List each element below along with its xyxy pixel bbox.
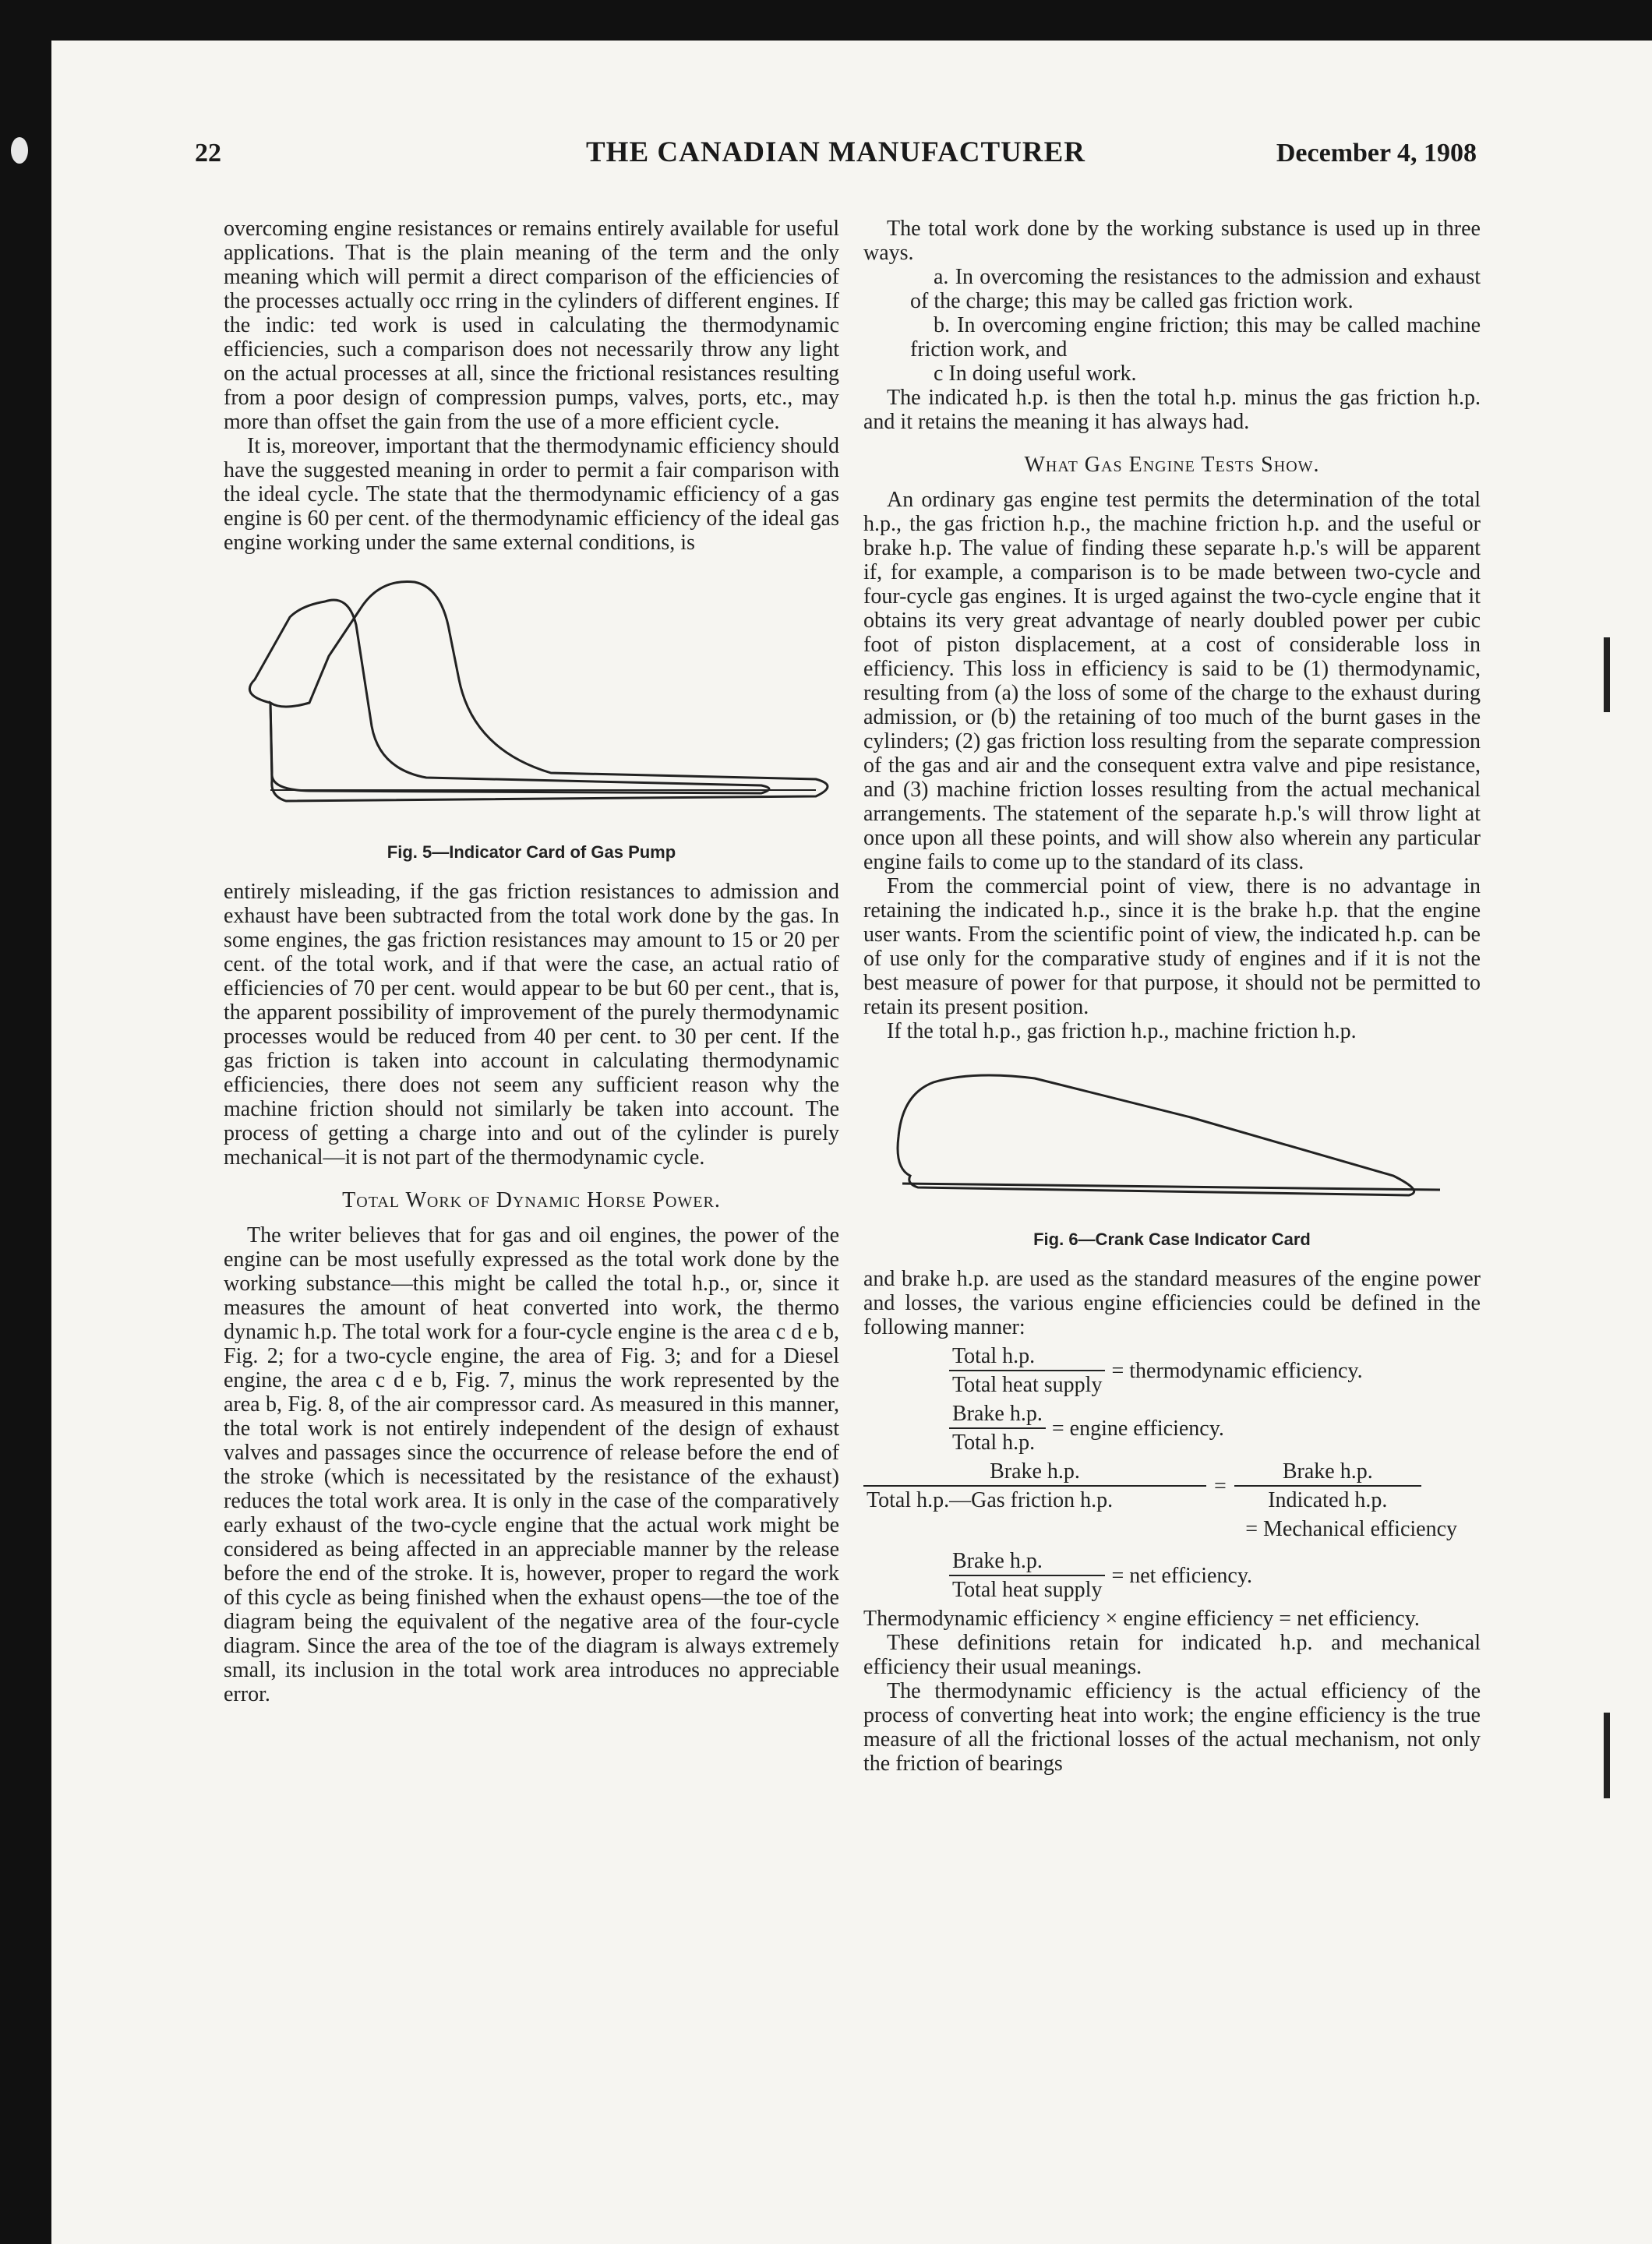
indicator-loop bbox=[270, 581, 828, 801]
equation-mechanical-efficiency: $\frac{\text{Brake h.p.}}{\text{Total h.p.—Gas friction h.p.}}$ = $\frac{\text{Brake h.p.}}{\text{Indicated h.p.}}$ bbox=[863, 1459, 1481, 1512]
numerator: Brake h.p. bbox=[952, 1549, 1043, 1573]
denominator: Total heat supply bbox=[949, 1370, 1105, 1397]
equation-result: = Mechanical efficiency bbox=[1245, 1517, 1457, 1541]
scan-mark bbox=[11, 137, 28, 164]
paragraph: The total work done by the working substance is used up in three ways. bbox=[863, 217, 1481, 265]
figure-caption: Fig. 6—Crank Case Indicator Card bbox=[1033, 1230, 1311, 1249]
paragraph: and brake h.p. are used as the standard measures of the engine power and losses, the various engine efficiencies could be defined in the following manner: bbox=[863, 1267, 1481, 1339]
denominator: Total heat supply bbox=[949, 1575, 1105, 1602]
list-item: c In doing useful work. bbox=[934, 362, 1137, 386]
indicator-curve bbox=[249, 600, 769, 793]
gas-pump-indicator-card bbox=[224, 570, 839, 835]
numerator: Brake h.p. bbox=[952, 1402, 1043, 1426]
page-number: 22 bbox=[195, 139, 221, 168]
page-header bbox=[195, 125, 1477, 187]
paragraph: entirely misleading, if the gas friction resistances to admission and exhaust have been subtracted from the total work done by the gas. In some engines, the gas friction resistances may amount to 15 or 20 per cent. of the total work, and if that were the case, an actual ratio of efficiencies of 70 per cent. would appear to be but 60 per cent., that is, the apparent possibility of improvement of the purely thermodynamic processes would be reduced from 40 per cent. to 30 per cent. If the gas friction is taken into account in calculating thermodynamic efficiencies, there does not seem any sufficient reason why the machine friction should not similarly be taken into account. The process of getting a charge into and out of the cylinder is purely mechanical—it is not part of the thermodynamic cycle. bbox=[224, 880, 839, 1170]
paragraph: From the commercial point of view, there is no advantage in retaining the indicated h.p., since it is the brake h.p. that the engine user wants. From the scientific point of view, the indicated h.p. can be of use only for the comparative study of engines and if it is not the best measure of power for that purpose, it should not be permitted to retain its present position. bbox=[863, 874, 1481, 1019]
paragraph: The indicated h.p. is then the total h.p. minus the gas friction h.p. and it retains the meaning it has always had. bbox=[863, 386, 1481, 434]
denominator: Indicated h.p. bbox=[1234, 1485, 1421, 1512]
equation-net-efficiency bbox=[949, 1549, 1481, 1602]
paragraph: The writer believes that for gas and oil engines, the power of the engine can be most usefully expressed as the total work done by the working substance—this might be called the total h.p., or, since it measures the amount of heat converted into work, the thermo dynamic h.p. The total work for a four-cycle engine is the area c d e b, Fig. 2; for a two-cycle engine, the area of Fig. 3; and for a Diesel engine, the area c d e b, Fig. 7, minus the work represented by the area b, Fig. 8, of the air compressor card. As measured in this manner, the total work is not entirely independent of the design of exhaust valves and passages since the occurrence of release before the end of the stroke (which is necessitated by the resistance of the exhaust) reduces the total work area. It is only in the case of the comparatively early exhaust of the two-cycle engine that the actual work might be considered as being affected in an appreciable manner by the release before the end of the stroke. It is, however, proper to regard the work of this cycle as being finished when the exhaust opens—the toe of the diagram being the equivalent of the negative area of the four-cycle diagram. Since the area of the toe of the diagram is always extremely small, its inclusion in the total work area introduces no appreciable error. bbox=[224, 1223, 839, 1706]
list-item: a. In overcoming the resistances to the admission and exhaust of the charge; this may be called gas friction work. bbox=[910, 265, 1481, 313]
paragraph: An ordinary gas engine test permits the determination of the total h.p., the gas friction h.p., the machine friction h.p. and the useful or brake h.p. The value of finding these separate h.p.'s will be apparent if, for example, a comparison is to be made between two-cycle and four-cycle gas engines. It is urged against the two-cycle engine that it obtains its very great advantage of nearly doubled power per cubic foot of piston displacement, at a cost of considerable loss in efficiency. This loss in efficiency is said to be (1) thermodynamic, resulting from (a) the loss of some of the charge to the exhaust during admission, or (b) the retaining of too much of the burnt gases in the cylinders; (2) gas friction loss resulting from the separate compression of the gas and air and the consequent extra valve and pipe resistance, and (3) machine friction losses resulting from the actual mechanical arrangements. The statement of the separate h.p.'s will throw light at once upon all these points, and will show also wherein any particular engine fails to come up to the standard of its class. bbox=[863, 488, 1481, 874]
denominator: Total h.p. bbox=[949, 1427, 1046, 1455]
scan-mark bbox=[1604, 1713, 1610, 1798]
list-item: b. In overcoming engine friction; this may be called machine friction work, and bbox=[910, 313, 1481, 362]
equation-thermodynamic-efficiency bbox=[949, 1344, 1481, 1397]
paragraph: Thermodynamic efficiency × engine efficiency = net efficiency. bbox=[863, 1607, 1420, 1631]
right-column bbox=[863, 217, 1481, 1776]
paragraph: overcoming engine resistances or remains entirely available for useful applications. That is the plain meaning of the term and the only meaning which will permit a direct comparison of the efficiencies of the processes actually occ rring in the cylinders of different engines. If the indic: ted work is used in calculating the thermodynamic efficiencies, such a comparison does not necessarily throw any light on the actual processes at all, since the frictional resistances resulting from a poor design of compression pumps, valves, ports, etc., may more than offset the gain from the use of a more efficient cycle. bbox=[224, 217, 839, 434]
left-column bbox=[224, 217, 839, 1706]
paragraph: If the total h.p., gas friction h.p., machine friction h.p. bbox=[887, 1019, 1357, 1043]
paragraph: These definitions retain for indicated h.p. and mechanical efficiency their usual meanings. bbox=[863, 1631, 1481, 1679]
section-heading: What Gas Engine Tests Show. bbox=[1024, 453, 1320, 477]
section-heading: Total Work of Dynamic Horse Power. bbox=[342, 1188, 721, 1212]
numerator: Total h.p. bbox=[952, 1344, 1036, 1368]
figure-6 bbox=[863, 1059, 1481, 1251]
equation-result: = thermodynamic efficiency. bbox=[1111, 1358, 1363, 1383]
scan-mark bbox=[1604, 637, 1610, 712]
equation-result: = engine efficiency. bbox=[1051, 1416, 1224, 1441]
equation-result: = net efficiency. bbox=[1111, 1563, 1253, 1588]
numerator: Brake h.p. bbox=[990, 1459, 1080, 1484]
denominator: Total h.p.—Gas friction h.p. bbox=[863, 1485, 1206, 1512]
paragraph: It is, moreover, important that the thermodynamic efficiency should have the suggested meaning in order to permit a fair comparison with the ideal cycle. The state that the thermodynamic efficiency of a gas engine is 60 per cent. of the thermodynamic efficiency of the ideal gas engine working under the same external conditions, is bbox=[224, 434, 839, 555]
issue-date: December 4, 1908 bbox=[1276, 139, 1477, 168]
crank-case-indicator-card bbox=[863, 1059, 1481, 1223]
figure-caption: Fig. 5—Indicator Card of Gas Pump bbox=[387, 842, 676, 862]
paragraph: The thermodynamic efficiency is the actual efficiency of the process of converting heat into work; the engine efficiency is the true measure of all the frictional losses of the actual mechanism, not only the friction of bearings bbox=[863, 1679, 1481, 1776]
equation-engine-efficiency bbox=[949, 1402, 1481, 1455]
publication-title: THE CANADIAN MANUFACTURER bbox=[586, 136, 1085, 168]
figure-5 bbox=[224, 570, 839, 864]
indicator-loop bbox=[898, 1075, 1414, 1195]
numerator: Brake h.p. bbox=[1282, 1459, 1373, 1484]
